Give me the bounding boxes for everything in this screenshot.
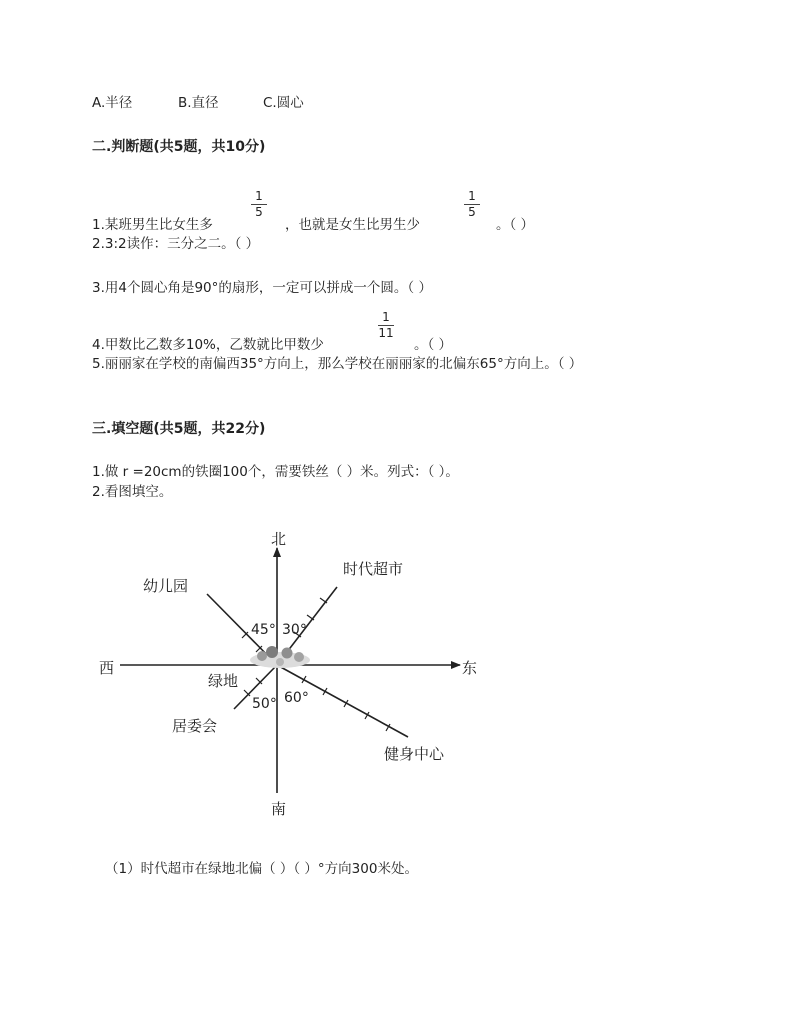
option-a: A.半径 xyxy=(92,95,133,111)
option-c: C.圆心 xyxy=(263,95,304,111)
option-b: B.直径 xyxy=(178,95,219,111)
label-fitness: 健身中心 xyxy=(384,745,445,763)
fraction-numerator: 1 xyxy=(255,189,263,203)
angle-se: 60° xyxy=(284,690,309,706)
label-west: 西 xyxy=(99,659,115,677)
q4-text-b: 。（ ） xyxy=(414,337,453,353)
fraction-numerator: 1 xyxy=(382,310,390,324)
sub-question-1: （1）时代超市在绿地北偏（ ）（ ）°方向300米处。 xyxy=(105,861,418,877)
q4-text-a: 4.甲数比乙数多10%，乙数就比甲数少 xyxy=(92,337,324,353)
label-park: 绿地 xyxy=(208,672,239,690)
label-kindergarten: 幼儿园 xyxy=(143,577,189,595)
fraction-denominator: 5 xyxy=(468,205,476,219)
section3-q1-text: 1.做 r =20cm的铁圈100个，需要铁丝（ ）米。列式：（ ）。 xyxy=(92,464,459,480)
label-east: 东 xyxy=(462,659,478,677)
label-committee: 居委会 xyxy=(172,717,218,735)
fraction-numerator: 1 xyxy=(468,189,476,203)
q1-text-c: 。（ ） xyxy=(496,217,535,233)
q2-text: 2.3:2读作：三分之二。（ ） xyxy=(92,236,260,252)
q3-text: 3.用4个圆心角是90°的扇形，一定可以拼成一个圆。（ ） xyxy=(92,280,432,296)
angle-ne: 30° xyxy=(282,622,307,638)
label-supermarket: 时代超市 xyxy=(343,560,404,578)
q1-text-b: ，也就是女生比男生少 xyxy=(285,217,420,233)
q1-text-a: 1.某班男生比女生多 xyxy=(92,217,213,233)
angle-nw: 45° xyxy=(251,622,276,638)
section2-heading: 二.判断题(共5题，共10分) xyxy=(92,139,266,155)
label-north: 北 xyxy=(271,530,287,548)
section3-heading: 三.填空题(共5题，共22分) xyxy=(92,421,266,437)
q5-text: 5.丽丽家在学校的南偏西35°方向上，那么学校在丽丽家的北偏东65°方向上。（ ） xyxy=(92,356,583,372)
fraction-denominator: 11 xyxy=(378,326,394,340)
label-south: 南 xyxy=(271,800,287,818)
fraction-denominator: 5 xyxy=(255,205,263,219)
angle-sw: 50° xyxy=(252,696,277,712)
section3-q2-text: 2.看图填空。 xyxy=(92,484,173,500)
